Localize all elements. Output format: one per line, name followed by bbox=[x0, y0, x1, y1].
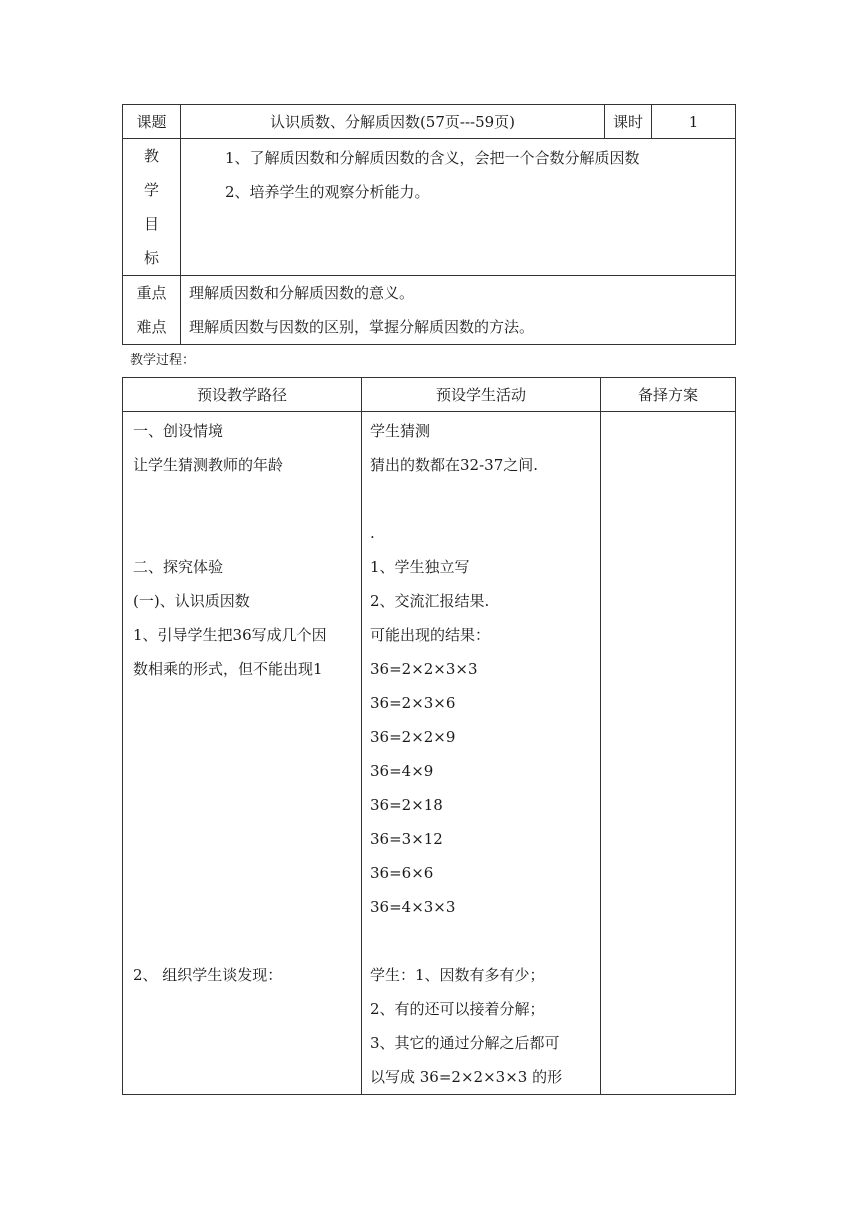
student-activity-cell bbox=[362, 412, 601, 1095]
teacher-line bbox=[133, 686, 361, 720]
teacher-line: (一)、认识质因数 bbox=[133, 592, 250, 610]
student-line: 1、学生独立写 bbox=[370, 558, 470, 576]
goals-label-char: 学 bbox=[143, 181, 159, 199]
goals-label-char: 教 bbox=[143, 147, 159, 165]
process-label: 教学过程： bbox=[130, 353, 196, 368]
key-point-line: 理解质因数与因数的区别，掌握分解质因数的方法。 bbox=[189, 318, 535, 336]
student-line: 3、其它的通过分解之后都可 bbox=[370, 1034, 560, 1052]
teacher-line: 二、探究体验 bbox=[133, 558, 224, 576]
column-header-teacher: 预设教学路径 bbox=[123, 378, 362, 412]
student-line: 以写成 36=2×2×3×3 的形 bbox=[370, 1068, 563, 1086]
key-points-content bbox=[181, 276, 736, 345]
student-line: 36=2×2×3×3 bbox=[370, 660, 478, 678]
column-header-student: 预设学生活动 bbox=[362, 378, 601, 412]
period-value: 1 bbox=[652, 105, 736, 139]
student-line: 36=6×6 bbox=[370, 864, 434, 882]
goals-content bbox=[181, 139, 736, 276]
student-line: 36=4×9 bbox=[370, 762, 434, 780]
lesson-info-table bbox=[122, 104, 736, 345]
teacher-line bbox=[133, 788, 361, 822]
student-line: 36=4×3×3 bbox=[370, 898, 456, 916]
teacher-line: 数相乘的形式，但不能出现1 bbox=[133, 660, 323, 678]
student-line bbox=[370, 482, 600, 516]
teacher-path-cell bbox=[123, 412, 362, 1095]
topic-label: 课题 bbox=[123, 105, 181, 139]
column-header-alternative: 备择方案 bbox=[601, 378, 736, 412]
key-points-label bbox=[123, 276, 181, 345]
goals-label-char: 目 bbox=[143, 215, 159, 233]
period-label: 课时 bbox=[605, 105, 652, 139]
teacher-line: 1、引导学生把36写成几个因 bbox=[133, 626, 327, 644]
key-points-label-line: 难点 bbox=[136, 318, 167, 336]
student-line: 36=2×3×6 bbox=[370, 694, 456, 712]
student-line: 可能出现的结果： bbox=[370, 626, 491, 644]
teacher-line bbox=[133, 516, 361, 550]
teacher-line: 让学生猜测教师的年龄 bbox=[133, 456, 284, 474]
student-line: 学生猜测 bbox=[370, 422, 431, 440]
teacher-line bbox=[133, 482, 361, 516]
teacher-line bbox=[133, 856, 361, 890]
teacher-line: 一、创设情境 bbox=[133, 422, 224, 440]
teacher-line bbox=[133, 720, 361, 754]
teacher-line bbox=[133, 924, 361, 958]
key-points-label-line: 重点 bbox=[136, 284, 167, 302]
goal-line: 2、培养学生的观察分析能力。 bbox=[225, 183, 430, 201]
student-line: 36=2×18 bbox=[370, 796, 443, 814]
student-line: 2、交流汇报结果. bbox=[370, 592, 490, 610]
student-line: 36=3×12 bbox=[370, 830, 443, 848]
process-table bbox=[122, 377, 736, 1095]
teacher-line bbox=[133, 754, 361, 788]
goal-line: 1、了解质因数和分解质因数的含义，会把一个合数分解质因数 bbox=[225, 149, 640, 167]
student-line: . bbox=[370, 524, 375, 542]
goals-label-char: 标 bbox=[143, 249, 159, 267]
goals-label bbox=[123, 139, 181, 276]
topic-value: 认识质数、分解质因数(57页---59页) bbox=[181, 105, 605, 139]
teacher-line bbox=[133, 890, 361, 924]
alternative-plan-cell bbox=[601, 412, 736, 1095]
student-line: 2、有的还可以接着分解； bbox=[370, 1000, 545, 1018]
teacher-line bbox=[133, 822, 361, 856]
key-point-line: 理解质因数和分解质因数的意义。 bbox=[189, 284, 415, 302]
student-line bbox=[370, 924, 600, 958]
student-line: 36=2×2×9 bbox=[370, 728, 456, 746]
teacher-line: 2、 组织学生谈发现： bbox=[133, 966, 283, 984]
student-line: 猜出的数都在32-37之间. bbox=[370, 456, 539, 474]
student-line: 学生：1、因数有多有少； bbox=[370, 966, 545, 984]
